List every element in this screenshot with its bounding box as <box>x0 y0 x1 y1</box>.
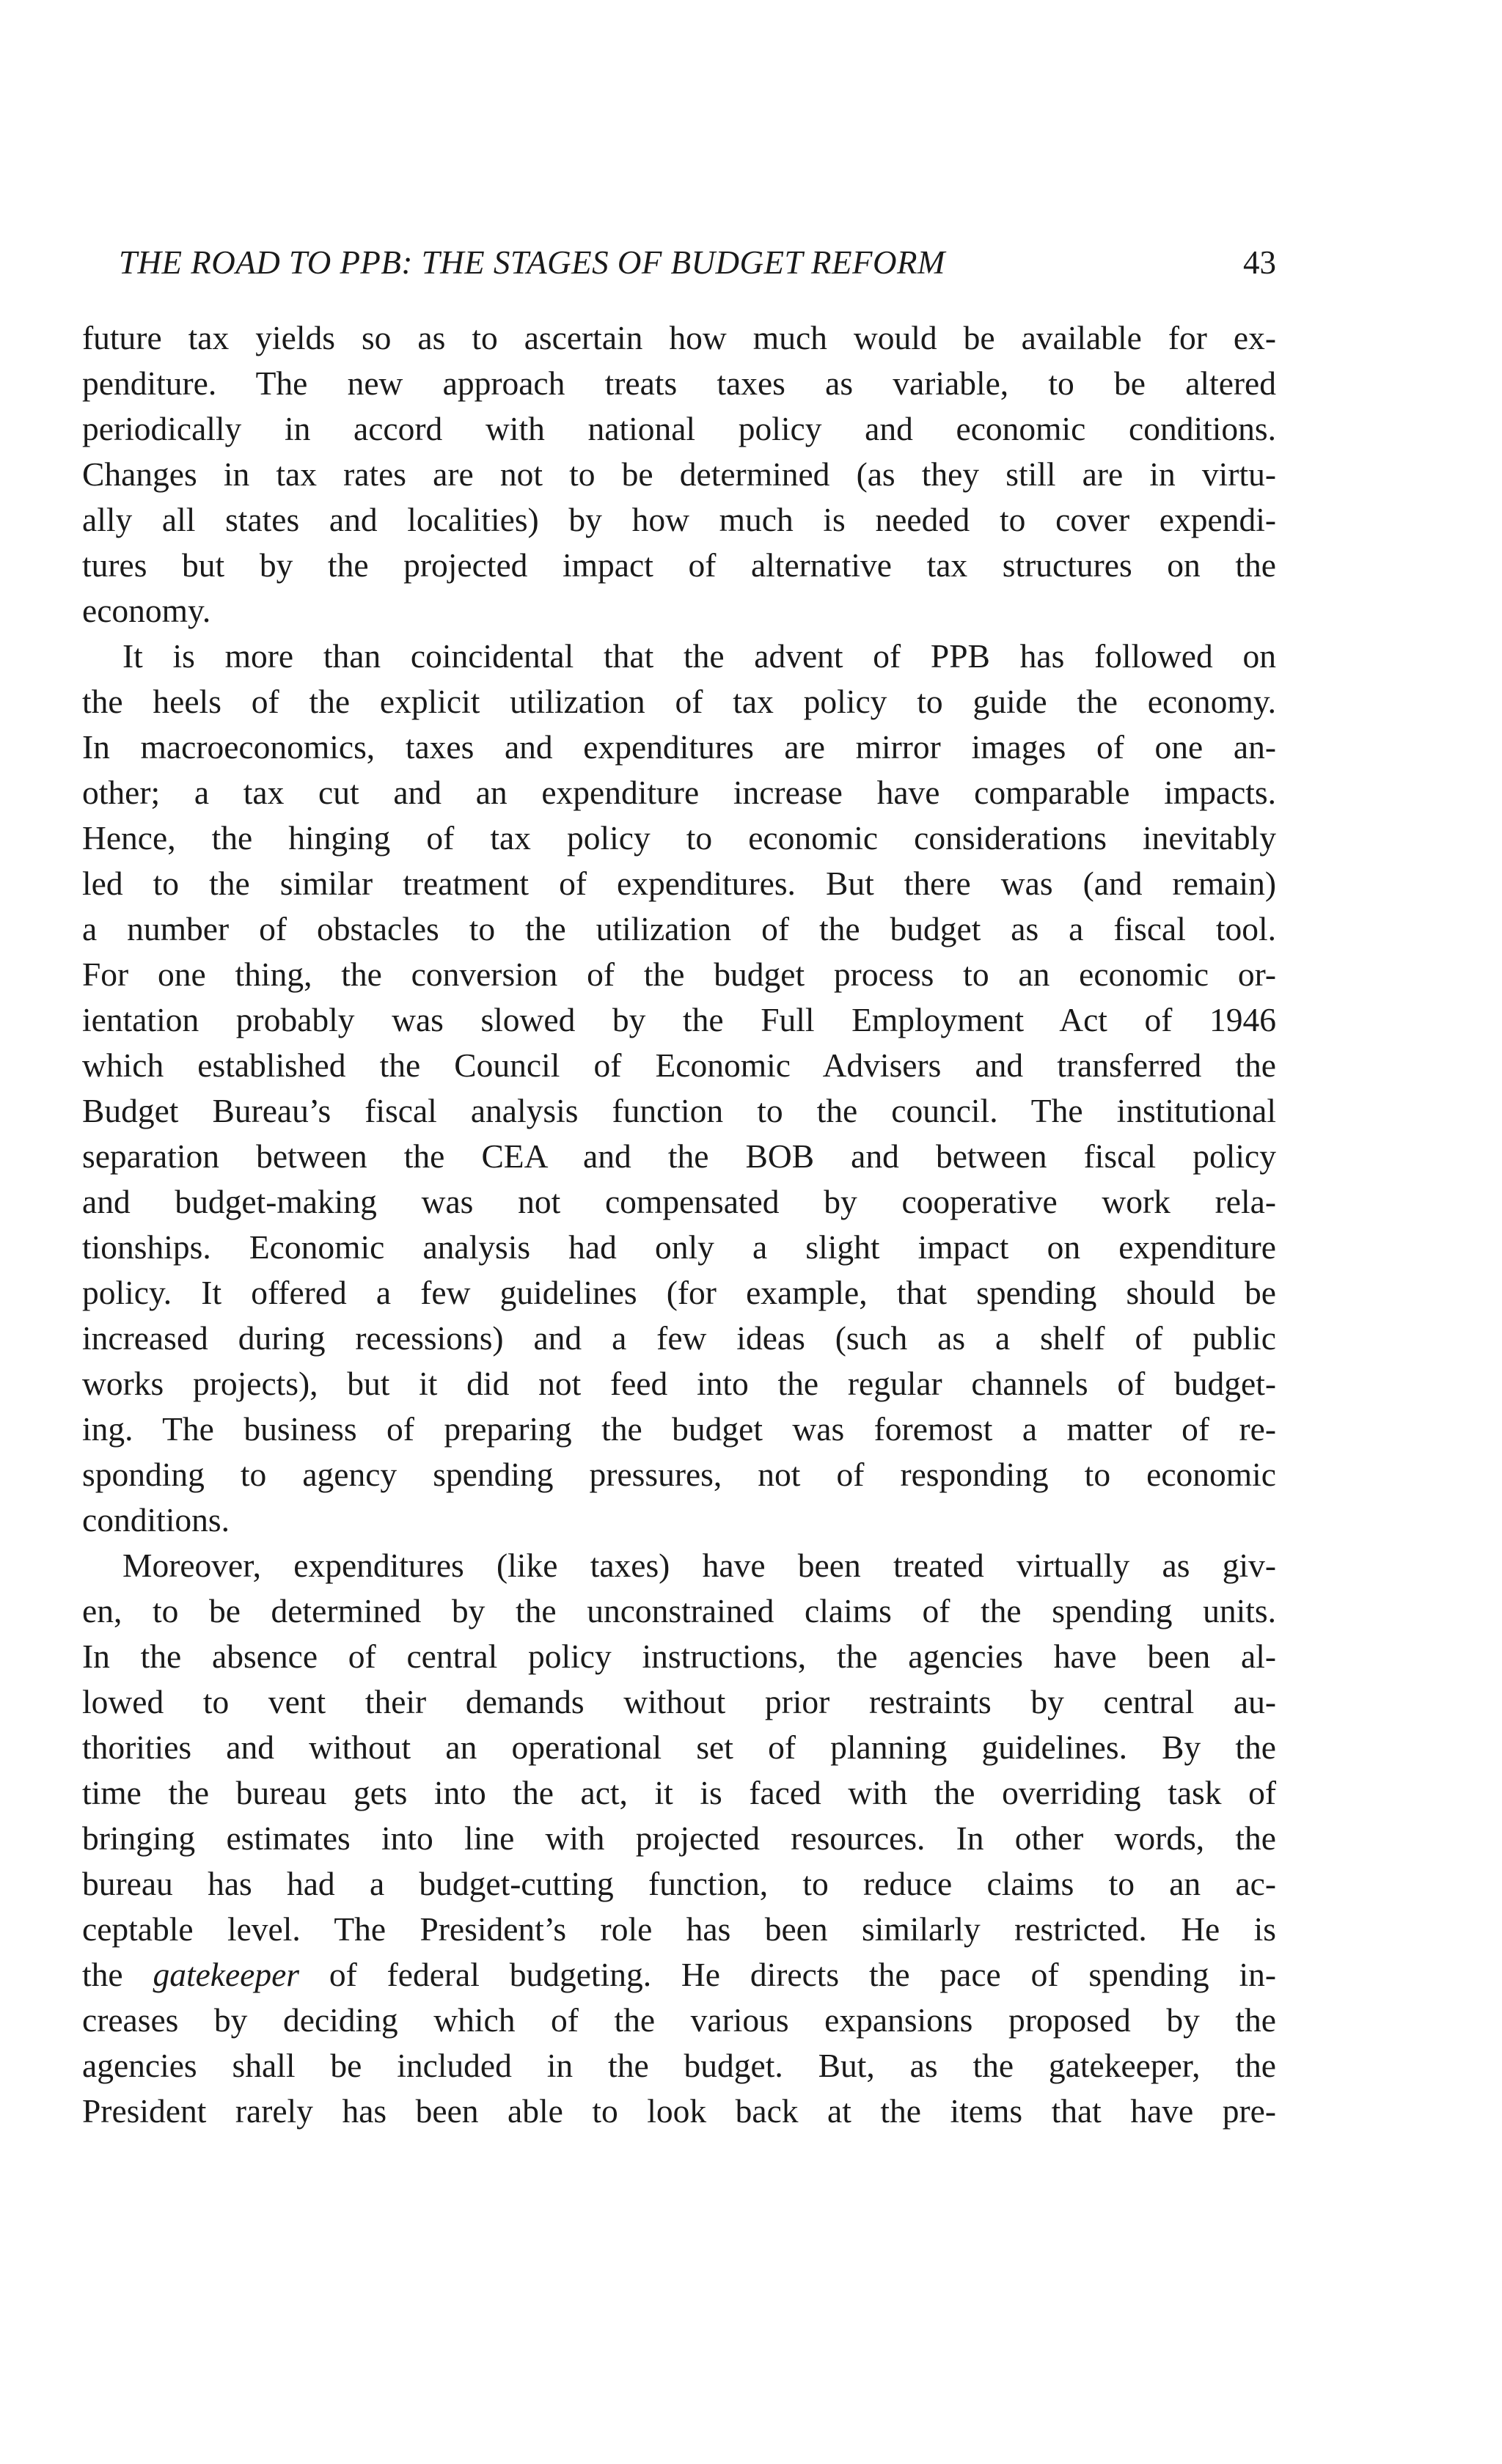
text-line-with-emphasis <box>82 1952 1276 1998</box>
running-head-title: THE ROAD TO PPB: THE STAGES OF BUDGET REFORM <box>119 244 945 281</box>
text-line: which established the Council of Economic Advisers and transferred the <box>82 1046 1276 1084</box>
text-line: bringing estimates into line with projected resources. In other words, the <box>82 1819 1276 1857</box>
text-line: en, to be determined by the unconstrained claims of the spending units. <box>82 1592 1276 1629</box>
text-line: conditions. <box>82 1501 230 1539</box>
running-head <box>119 233 1276 292</box>
text-line: future tax yields so as to ascertain how much would be available for ex- <box>82 319 1276 356</box>
text-line: thorities and without an operational set of planning guidelines. By the <box>82 1728 1276 1766</box>
text-line: works projects), but it did not feed into the regular channels of budget- <box>82 1365 1276 1402</box>
text-line: the heels of the explicit utilization of tax policy to guide the economy. <box>82 683 1276 720</box>
text-line: sponding to agency spending pressures, not of responding to economic <box>82 1456 1276 1493</box>
paragraph-first-line: It is more than coincidental that the advent of PPB has followed on <box>122 637 1276 675</box>
text-run: the <box>82 1956 153 1993</box>
text-line: Changes in tax rates are not to be determined (as they still are in virtu- <box>82 455 1276 493</box>
text-line: ing. The business of preparing the budget was foremost a matter of re- <box>82 1410 1276 1448</box>
text-line: economy. <box>82 592 211 629</box>
text-run: of federal budgeting. He directs the pace of spending in- <box>299 1956 1276 1993</box>
text-line: periodically in accord with national policy and economic conditions. <box>82 410 1276 447</box>
text-line: led to the similar treatment of expenditures. But there was (and remain) <box>82 865 1276 902</box>
text-line: and budget-making was not compensated by cooperative work rela- <box>82 1183 1276 1220</box>
text-line: Budget Bureau’s fiscal analysis function to the council. The institutional <box>82 1092 1276 1129</box>
text-line: tionships. Economic analysis had only a slight impact on expenditure <box>82 1228 1276 1266</box>
text-line: time the bureau gets into the act, it is faced with the overriding task of <box>82 1774 1276 1811</box>
text-line: separation between the CEA and the BOB and between fiscal policy <box>82 1137 1276 1175</box>
emphasized-term: gatekeeper <box>153 1956 300 1993</box>
text-line: a number of obstacles to the utilization of the budget as a fiscal tool. <box>82 910 1276 947</box>
text-line: President rarely has been able to look back at the items that have pre- <box>82 2092 1276 2130</box>
text-line: lowed to vent their demands without prior restraints by central au- <box>82 1683 1276 1720</box>
text-line: increased during recessions) and a few ideas (such as a shelf of public <box>82 1319 1276 1357</box>
body-text <box>82 315 1276 2134</box>
text-line: penditure. The new approach treats taxes as variable, to be altered <box>82 364 1276 402</box>
text-line: bureau has had a budget-cutting function, to reduce claims to an ac- <box>82 1865 1276 1902</box>
text-line: other; a tax cut and an expenditure increase have comparable impacts. <box>82 774 1276 811</box>
text-line: policy. It offered a few guidelines (for example, that spending should be <box>82 1274 1276 1311</box>
text-line: tures but by the projected impact of alternative tax structures on the <box>82 546 1276 584</box>
text-line: ceptable level. The President’s role has been similarly restricted. He is <box>82 1910 1276 1948</box>
page-number: 43 <box>1243 244 1276 281</box>
text-line: ientation probably was slowed by the Full Employment Act of 1946 <box>82 1001 1276 1038</box>
text-line: agencies shall be included in the budget. But, as the gatekeeper, the <box>82 2047 1276 2084</box>
text-line: For one thing, the conversion of the budget process to an economic or- <box>82 956 1276 993</box>
text-line: creases by deciding which of the various expansions proposed by the <box>82 2001 1276 2039</box>
text-line: In the absence of central policy instructions, the agencies have been al- <box>82 1638 1276 1675</box>
paragraph-first-line: Moreover, expenditures (like taxes) have been treated virtually as giv- <box>122 1547 1276 1584</box>
text-line: Hence, the hinging of tax policy to economic considerations inevitably <box>82 819 1276 857</box>
text-line: In macroeconomics, taxes and expenditures are mirror images of one an- <box>82 728 1276 766</box>
text-line: ally all states and localities) by how much is needed to cover expendi- <box>82 501 1276 538</box>
